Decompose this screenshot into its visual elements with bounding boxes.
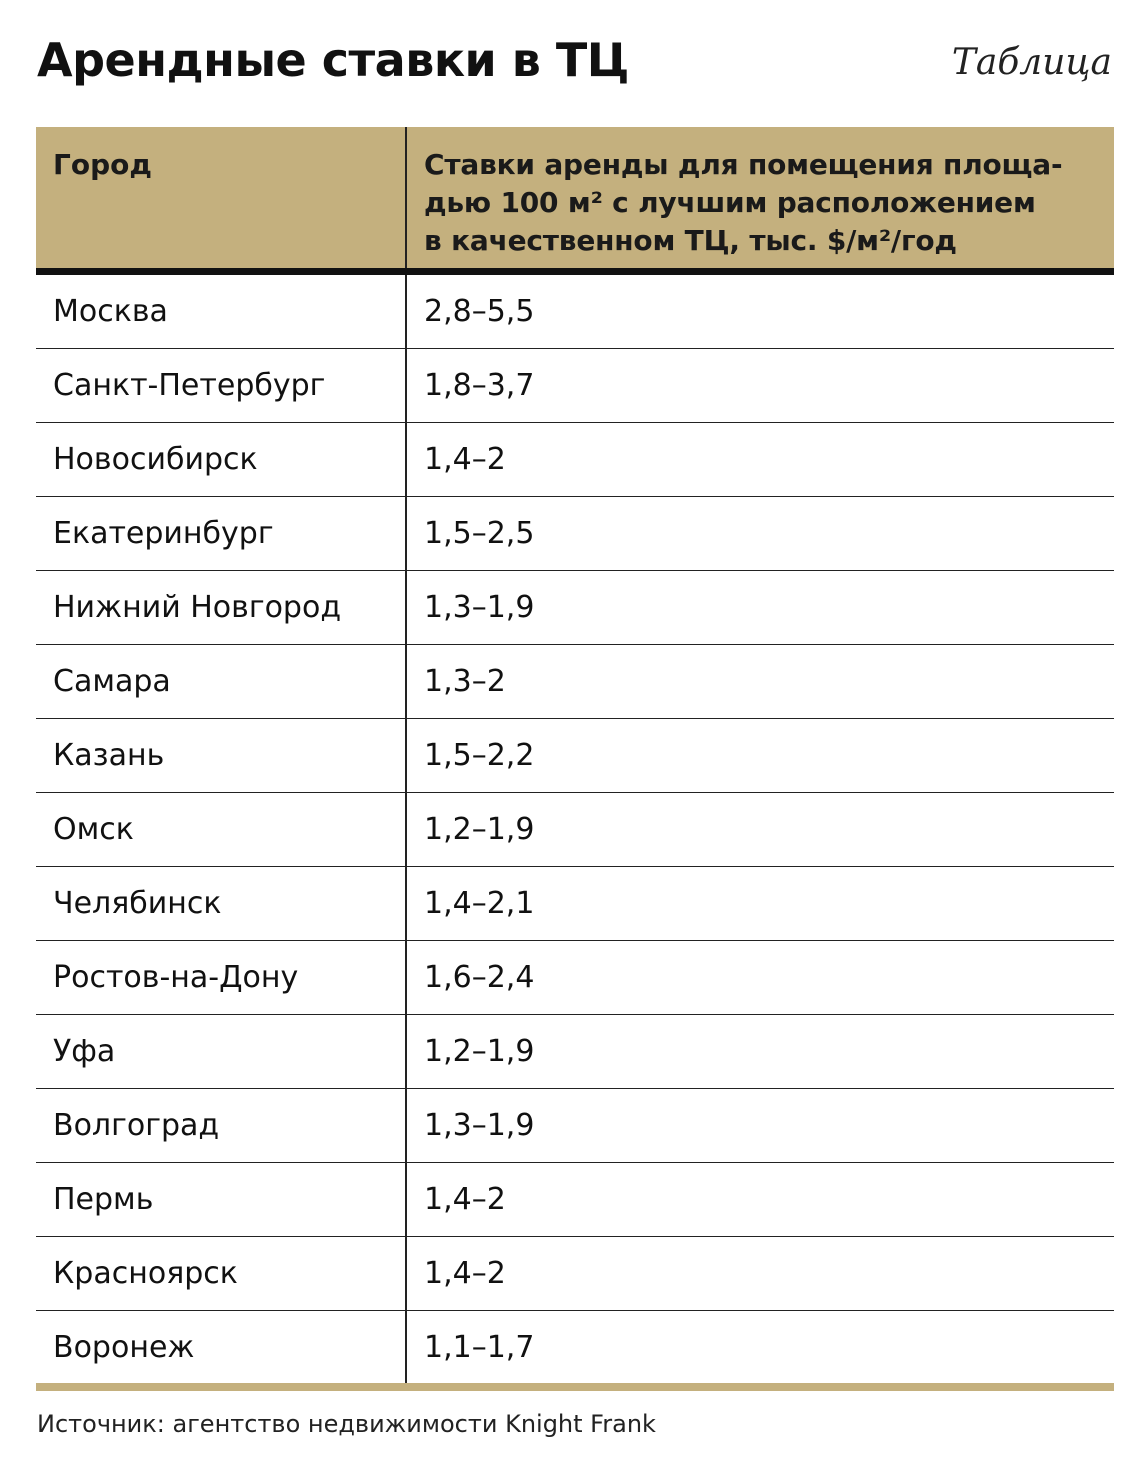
table-row [36, 867, 1114, 941]
table-row [36, 941, 1114, 1015]
city-cell: Уфа [53, 1034, 116, 1069]
rate-cell: 1,3–1,9 [424, 590, 535, 625]
table-row [36, 349, 1114, 423]
city-cell: Казань [53, 738, 165, 773]
rate-cell: 1,2–1,9 [424, 812, 535, 847]
table-row [36, 275, 1114, 349]
table-bottom-rule [36, 1383, 1114, 1391]
rate-cell: 1,2–1,9 [424, 1034, 535, 1069]
table-row [36, 1015, 1114, 1089]
rate-cell: 1,4–2 [424, 442, 506, 477]
city-cell: Санкт-Петербург [53, 368, 326, 403]
column-header-city: Город [53, 148, 152, 181]
column-header-rate-line: в качественном ТЦ, тыс. $/м²/год [424, 224, 957, 257]
city-cell: Пермь [53, 1182, 154, 1217]
rate-cell: 1,6–2,4 [424, 960, 535, 995]
column-header-rate-line: дью 100 м² с лучшим расположением [424, 186, 1036, 219]
rate-cell: 1,1–1,7 [424, 1330, 535, 1365]
city-cell: Екатеринбург [53, 516, 274, 551]
rate-cell: 1,3–2 [424, 664, 506, 699]
table-row [36, 1311, 1114, 1383]
column-header-rate-line: Ставки аренды для помещения площа- [424, 148, 1063, 181]
table-kind-label: Таблица [951, 42, 1112, 83]
city-cell: Волгоград [53, 1108, 220, 1143]
city-cell: Москва [53, 294, 168, 329]
rate-cell: 1,3–1,9 [424, 1108, 535, 1143]
city-cell: Красноярск [53, 1256, 238, 1291]
page-title: Арендные ставки в ТЦ [37, 33, 629, 87]
city-cell: Челябинск [53, 886, 222, 921]
city-cell: Нижний Новгород [53, 590, 342, 625]
table-body [36, 275, 1114, 1383]
rate-cell: 1,5–2,5 [424, 516, 535, 551]
table-row [36, 571, 1114, 645]
column-divider [405, 127, 407, 268]
table-row [36, 1163, 1114, 1237]
rate-cell: 1,4–2 [424, 1256, 506, 1291]
rate-cell: 1,4–2,1 [424, 886, 535, 921]
rate-cell: 2,8–5,5 [424, 294, 535, 329]
city-cell: Ростов-на-Дону [53, 960, 299, 995]
table-row [36, 719, 1114, 793]
table-row [36, 423, 1114, 497]
city-cell: Самара [53, 664, 171, 699]
column-header-rate [424, 146, 1104, 260]
table-row [36, 497, 1114, 571]
rent-rates-table [36, 127, 1114, 1391]
rate-cell: 1,4–2 [424, 1182, 506, 1217]
table-row [36, 1237, 1114, 1311]
rate-cell: 1,8–3,7 [424, 368, 535, 403]
table-row [36, 793, 1114, 867]
table-header [36, 127, 1114, 275]
city-cell: Омск [53, 812, 134, 847]
table-row [36, 1089, 1114, 1163]
city-cell: Воронеж [53, 1330, 195, 1365]
rate-cell: 1,5–2,2 [424, 738, 535, 773]
city-cell: Новосибирск [53, 442, 258, 477]
source-note: Источник: агентство недвижимости Knight Frank [37, 1410, 656, 1438]
table-row [36, 645, 1114, 719]
